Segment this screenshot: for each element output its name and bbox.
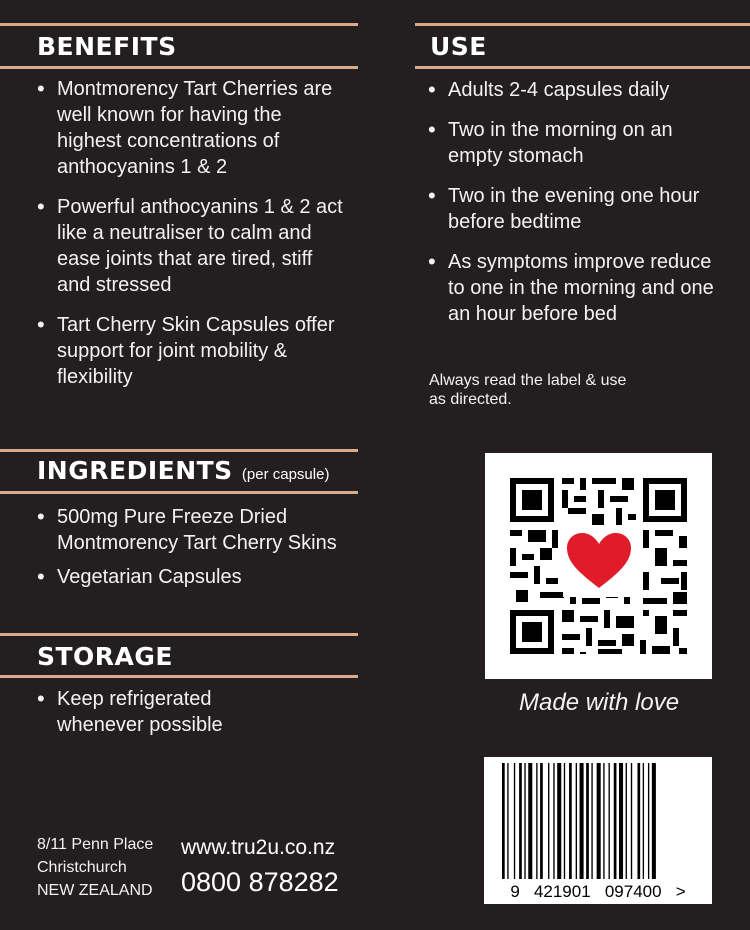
barcode-bar [637,763,640,879]
storage-item: • Keep refrigerated whenever possible [37,686,237,738]
barcode-bar [557,763,561,879]
address-line-3: NEW ZEALAND [37,882,153,899]
barcode-bar [507,763,508,879]
ingredients-subtitle: (per capsule) [241,466,330,483]
qr-code[interactable] [485,453,712,679]
barcode-bar [591,763,592,879]
use-list [428,77,718,327]
barcode-bar [519,763,522,879]
barcode-bar [524,763,525,879]
barcode-bar [576,763,577,879]
use-bottom-rule [415,66,750,69]
use-note: Always read the label & use as directed. [429,372,627,408]
barcode-digits: 9 421901 097400 > [510,882,686,901]
address-block [37,833,153,902]
ingredients-bottom-rule [0,491,358,494]
storage-top-rule [0,633,358,636]
storage-bottom-rule [0,675,358,678]
barcode-bar [619,763,623,879]
barcode-bar [536,763,537,879]
barcode-bar [564,763,565,879]
ingredient-item: • Vegetarian Capsules [37,564,357,590]
qr-code-graphic [485,453,712,679]
address-line-1: 8/11 Penn Place [37,836,154,853]
benefit-item: • Montmorency Tart Cherries are well known for having the highest concentrations of anthocyanins 1 & 2 [37,76,347,180]
barcode-bar [626,763,627,879]
benefits-heading: BENEFITS [37,32,177,61]
barcode [484,757,712,904]
barcode-bar [652,763,656,879]
ingredients-list [37,504,357,590]
barcode-bar [569,763,572,879]
ingredients-top-rule [0,449,358,452]
barcode-bar [580,763,584,879]
address-line-2: Christchurch [37,859,127,876]
barcode-bar [631,763,632,879]
barcode-bar [648,763,649,879]
barcode-bar [586,763,589,879]
ingredients-title: INGREDIENTS [37,456,233,485]
use-item: • Two in the evening one hour before bedtime [428,183,718,235]
barcode-bar [597,763,601,879]
barcode-bar [614,763,617,879]
ingredient-item: • 500mg Pure Freeze Dried Montmorency Tart Cherry Skins [37,504,357,556]
barcode-bar [643,763,644,879]
barcode-bar [609,763,610,879]
use-item: • As symptoms improve reduce to one in the morning and one an hour before bed [428,249,718,327]
barcode-bar [514,763,515,879]
barcode-bar [502,763,505,879]
website-link[interactable]: www.tru2u.co.nz [181,836,336,859]
use-heading: USE [430,32,487,61]
barcode-bar [540,763,543,879]
use-top-rule [415,23,750,26]
qr-caption: Made with love [519,689,680,716]
barcode-bar [553,763,554,879]
benefit-item: • Tart Cherry Skin Capsules offer support for joint mobility & flexibility [37,312,347,390]
benefits-bottom-rule [0,66,358,69]
benefits-top-rule [0,23,358,26]
barcode-bar [603,763,604,879]
storage-list [37,686,237,738]
use-item: • Adults 2-4 capsules daily [428,77,718,103]
barcode-bar [548,763,549,879]
benefits-list [37,76,347,390]
phone-number: 0800 878282 [181,867,339,897]
barcode-bar [528,763,532,879]
use-item: • Two in the morning on an empty stomach [428,117,718,169]
benefit-item: • Powerful anthocyanins 1 & 2 act like a neutraliser to calm and ease joints that are tired, stiff and stressed [37,194,347,298]
storage-heading: STORAGE [37,642,174,671]
ingredients-heading [37,456,329,490]
